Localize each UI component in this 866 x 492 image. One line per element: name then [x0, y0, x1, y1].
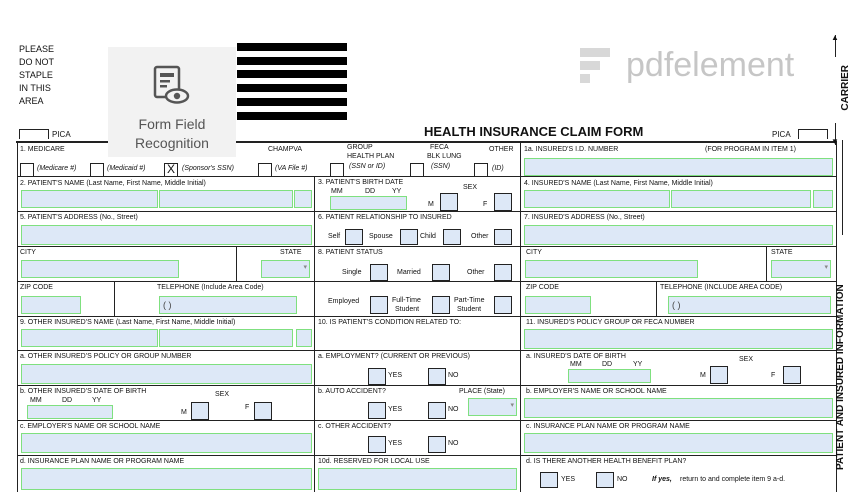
no-label: NO	[448, 440, 459, 447]
yes-label: YES	[388, 440, 403, 447]
other-rel-label: Other	[471, 233, 489, 240]
group-checkbox[interactable]	[330, 163, 344, 177]
zip-tel-divider	[114, 281, 115, 316]
pica-box-right	[798, 129, 828, 139]
other-insured-name-label: 9. OTHER INSURED'S NAME (Last Name, First Name, Middle Initial)	[20, 319, 236, 326]
other-status-checkbox[interactable]	[494, 264, 512, 281]
form-field-recognition-button[interactable]	[108, 47, 236, 157]
medicare-checkbox[interactable]	[20, 163, 34, 177]
insured-policy-label: 11. INSURED'S POLICY GROUP OR FECA NUMBER	[526, 319, 695, 326]
accident-state-select[interactable]	[468, 398, 517, 416]
auto-accident-label: b. AUTO ACCIDENT?	[318, 388, 386, 395]
row-rule	[17, 316, 836, 317]
group-label: GROUP	[347, 144, 373, 151]
feca-checkbox[interactable]	[410, 163, 424, 177]
patient-zip-field[interactable]	[21, 296, 81, 314]
insured-tel-field[interactable]	[668, 296, 831, 314]
patient-male-checkbox[interactable]	[440, 193, 458, 211]
dd-label: DD	[365, 188, 376, 195]
insured-policy-field[interactable]	[524, 329, 833, 349]
yy-label: YY	[392, 188, 402, 195]
employment-no-checkbox[interactable]	[428, 368, 446, 385]
insured-employer-label: b. EMPLOYER'S NAME OR SCHOOL NAME	[526, 388, 667, 395]
mm-label: MM	[331, 188, 343, 195]
other-label: OTHER	[489, 146, 514, 153]
patient-info-side-label: PATIENT AND INSURED INFORMATION	[835, 284, 846, 470]
pica-box-left	[19, 129, 49, 139]
pdfelement-logo-text: pdfelement	[626, 46, 795, 84]
single-label: Single	[342, 269, 362, 276]
insured-mi-field[interactable]	[813, 190, 833, 208]
patient-first-name-field[interactable]	[159, 190, 293, 208]
place-state-label: PLACE (State)	[459, 388, 505, 395]
employment-yes-checkbox[interactable]	[368, 368, 386, 385]
zip-tel-divider	[656, 281, 657, 316]
patient-last-name-field[interactable]	[21, 190, 158, 208]
group-label-2: HEALTH PLAN	[347, 153, 395, 160]
patient-state-select[interactable]	[261, 260, 310, 278]
patient-sex-label: SEX	[463, 184, 478, 191]
m-label: M	[700, 372, 706, 379]
medicaid-sub: (Medicaid #)	[107, 165, 146, 172]
row-rule	[17, 211, 520, 212]
city-state-divider	[236, 246, 237, 281]
other-employer-field[interactable]	[21, 433, 312, 453]
champva-label: CHAMPVA	[268, 146, 303, 153]
parttime-checkbox[interactable]	[494, 296, 512, 314]
single-checkbox[interactable]	[370, 264, 388, 281]
ssn-sub: (SSN)	[431, 163, 451, 170]
carrier-side-label: ▲ CARRIER ▼	[831, 33, 851, 146]
other-insured-first-name-field[interactable]	[159, 329, 293, 347]
another-plan-yes-checkbox[interactable]	[540, 472, 558, 488]
insured-plan-label: c. INSURANCE PLAN NAME OR PROGRAM NAME	[526, 423, 690, 430]
sponsor-sub: (Sponsor's SSN)	[182, 165, 234, 172]
header-bar	[237, 112, 347, 120]
insured-address-field[interactable]	[524, 225, 833, 245]
tricare-checkbox[interactable]	[164, 163, 178, 177]
spouse-label: Spouse	[369, 233, 393, 240]
insured-state-label: STATE	[771, 249, 793, 256]
for-program-label: (FOR PROGRAM IN ITEM 1)	[705, 146, 796, 153]
insured-female-checkbox[interactable]	[783, 366, 801, 384]
f-label: F	[483, 201, 488, 208]
other-insured-last-name-field[interactable]	[21, 329, 158, 347]
child-checkbox[interactable]	[443, 229, 461, 245]
patient-tel-label: TELEPHONE (Include Area Code)	[157, 284, 264, 291]
insured-last-name-field[interactable]	[524, 190, 670, 208]
fulltime-checkbox[interactable]	[432, 296, 450, 314]
condition-label: 10. IS PATIENT'S CONDITION RELATED TO:	[318, 319, 462, 326]
relationship-label: 6. PATIENT RELATIONSHIP TO INSURED	[318, 214, 452, 221]
insured-tel-label: TELEPHONE (INCLUDE AREA CODE)	[660, 284, 783, 291]
dd-label: DD	[62, 397, 73, 404]
header-bar	[237, 43, 347, 51]
city-state-divider	[766, 246, 767, 281]
if-yes-instruction: return to and complete item 9 a-d.	[680, 476, 786, 483]
yes-label: YES	[388, 372, 403, 379]
yy-label: YY	[92, 397, 102, 404]
other-status-label: Other	[467, 269, 485, 276]
header-bar	[237, 70, 347, 78]
self-label: Self	[328, 233, 341, 240]
insured-city-label: CITY	[526, 249, 542, 256]
patient-zip-label: ZIP CODE	[20, 284, 53, 291]
row-rule	[17, 176, 836, 177]
parttime-label: Part-Time	[454, 297, 485, 304]
no-label: NO	[448, 406, 459, 413]
row-rule	[17, 246, 836, 247]
insured-name-label: 4. INSURED'S NAME (Last Name, First Name, Middle Initial)	[524, 180, 713, 187]
dd-label: DD	[602, 361, 613, 368]
insured-state-select[interactable]	[771, 260, 831, 278]
other-insured-policy-field[interactable]	[21, 364, 312, 384]
patient-state-label: STATE	[280, 249, 302, 256]
other-insured-policy-label: a. OTHER INSURED'S POLICY OR GROUP NUMBER	[20, 353, 192, 360]
champva-checkbox[interactable]	[258, 163, 272, 177]
form-field-recognition-icon	[151, 65, 191, 107]
local-use-label: 10d. RESERVED FOR LOCAL USE	[318, 458, 430, 465]
spouse-checkbox[interactable]	[400, 229, 418, 245]
header-bar	[237, 84, 347, 92]
patient-address-label: 5. PATIENT'S ADDRESS (No., Street)	[20, 214, 138, 221]
other-checkbox[interactable]	[474, 163, 488, 177]
row-rule	[17, 281, 836, 282]
other-accident-label: c. OTHER ACCIDENT?	[318, 423, 392, 430]
patient-city-label: CITY	[20, 249, 36, 256]
insured-dob-label: a. INSURED'S DATE OF BIRTH	[526, 353, 626, 360]
other-insured-male-checkbox[interactable]	[191, 402, 209, 420]
row-rule	[17, 455, 836, 456]
header-bar	[237, 57, 347, 65]
tel-paren: ( )	[672, 300, 681, 310]
id-sub: (ID)	[492, 165, 504, 172]
other-accident-yes-checkbox[interactable]	[368, 436, 386, 453]
pica-label-right: PICA	[772, 130, 791, 139]
other-insured-female-checkbox[interactable]	[254, 402, 272, 420]
ssn-or-id: (SSN or ID)	[349, 163, 386, 170]
staple-notice: PLEASE DO NOT STAPLE IN THIS AREA	[19, 44, 55, 106]
row-rule	[17, 385, 836, 386]
row-rule	[17, 350, 836, 351]
other-insured-dob-field[interactable]	[27, 405, 113, 419]
va-sub: (VA File #)	[275, 165, 308, 172]
m-label: M	[428, 201, 434, 208]
tel-paren: ( )	[163, 300, 172, 310]
married-checkbox[interactable]	[432, 264, 450, 281]
m-label: M	[181, 409, 187, 416]
fulltime-label-2: Student	[395, 306, 420, 313]
f-label: F	[245, 404, 250, 411]
insured-address-label: 7. INSURED'S ADDRESS (No., Street)	[524, 214, 645, 221]
other-accident-no-checkbox[interactable]	[428, 436, 446, 453]
patient-tel-field[interactable]	[159, 296, 297, 314]
insured-male-checkbox[interactable]	[710, 366, 728, 384]
other-plan-field[interactable]	[21, 468, 312, 490]
other-insured-mi-field[interactable]	[296, 329, 312, 347]
patient-address-field[interactable]	[21, 225, 312, 245]
medicaid-checkbox[interactable]	[90, 163, 104, 177]
feca-label-2: BLK LUNG	[427, 153, 462, 160]
patient-mi-field[interactable]	[294, 190, 312, 208]
form-field-recognition-label: Form Field Recognition	[135, 116, 209, 151]
medicare-sub: (Medicare #)	[37, 165, 77, 172]
yes-label: YES	[388, 406, 403, 413]
if-yes-label: If yes,	[652, 476, 672, 483]
child-label: Child	[420, 233, 436, 240]
employment-label: a. EMPLOYMENT? (CURRENT OR PREVIOUS)	[318, 353, 470, 360]
another-plan-label: d. IS THERE ANOTHER HEALTH BENEFIT PLAN?	[526, 458, 687, 465]
insured-dob-field[interactable]	[568, 369, 651, 383]
auto-yes-checkbox[interactable]	[368, 402, 386, 419]
insured-first-name-field[interactable]	[671, 190, 811, 208]
patient-dob-label: 3. PATIENT'S BIRTH DATE	[318, 179, 404, 186]
self-checkbox[interactable]	[345, 229, 363, 245]
insured-city-field[interactable]	[525, 260, 698, 278]
mm-label: MM	[570, 361, 582, 368]
row-rule	[520, 211, 836, 212]
feca-label: FECA	[430, 144, 449, 151]
other-rel-checkbox[interactable]	[494, 229, 512, 245]
patient-female-checkbox[interactable]	[494, 193, 512, 211]
insured-plan-field[interactable]	[524, 433, 833, 453]
mm-label: MM	[30, 397, 42, 404]
insured-zip-label: ZIP CODE	[526, 284, 559, 291]
other-employer-label: c. EMPLOYER'S NAME OR SCHOOL NAME	[20, 423, 161, 430]
insured-id-label: 1a. INSURED'S I.D. NUMBER	[524, 146, 619, 153]
fulltime-label: Full-Time	[392, 297, 421, 304]
patient-city-field[interactable]	[21, 260, 179, 278]
employed-checkbox[interactable]	[370, 296, 388, 314]
insured-zip-field[interactable]	[525, 296, 591, 314]
patient-name-label: 2. PATIENT'S NAME (Last Name, First Name, Middle Initial)	[20, 180, 206, 187]
another-plan-no-checkbox[interactable]	[596, 472, 614, 488]
insured-sex-label: SEX	[739, 356, 754, 363]
medicare-label: 1. MEDICARE	[20, 146, 65, 153]
yes-label: YES	[561, 476, 576, 483]
auto-no-checkbox[interactable]	[428, 402, 446, 419]
patient-status-label: 8. PATIENT STATUS	[318, 249, 383, 256]
yy-label: YY	[633, 361, 643, 368]
no-label: NO	[617, 476, 628, 483]
header-bar	[237, 98, 347, 106]
insured-employer-field[interactable]	[524, 398, 833, 418]
insured-id-field[interactable]	[524, 158, 833, 176]
checked-mark: X	[166, 162, 175, 176]
side-arrow-line	[842, 140, 843, 235]
no-label: NO	[448, 372, 459, 379]
employed-label: Employed	[328, 298, 360, 305]
patient-dob-field[interactable]	[330, 196, 407, 210]
parttime-label-2: Student	[457, 306, 482, 313]
form-title: HEALTH INSURANCE CLAIM FORM	[424, 124, 644, 139]
local-use-field[interactable]	[318, 468, 517, 490]
married-label: Married	[397, 269, 421, 276]
col-divider-left	[314, 176, 315, 492]
row-rule	[17, 420, 836, 421]
other-plan-label: d. INSURANCE PLAN NAME OR PROGRAM NAME	[20, 458, 185, 465]
pica-label-left: PICA	[52, 130, 71, 139]
other-insured-dob-label: b. OTHER INSURED'S DATE OF BIRTH	[20, 388, 147, 395]
f-label: F	[771, 372, 776, 379]
pdfelement-logo-icon	[580, 48, 614, 84]
other-insured-sex-label: SEX	[215, 391, 230, 398]
